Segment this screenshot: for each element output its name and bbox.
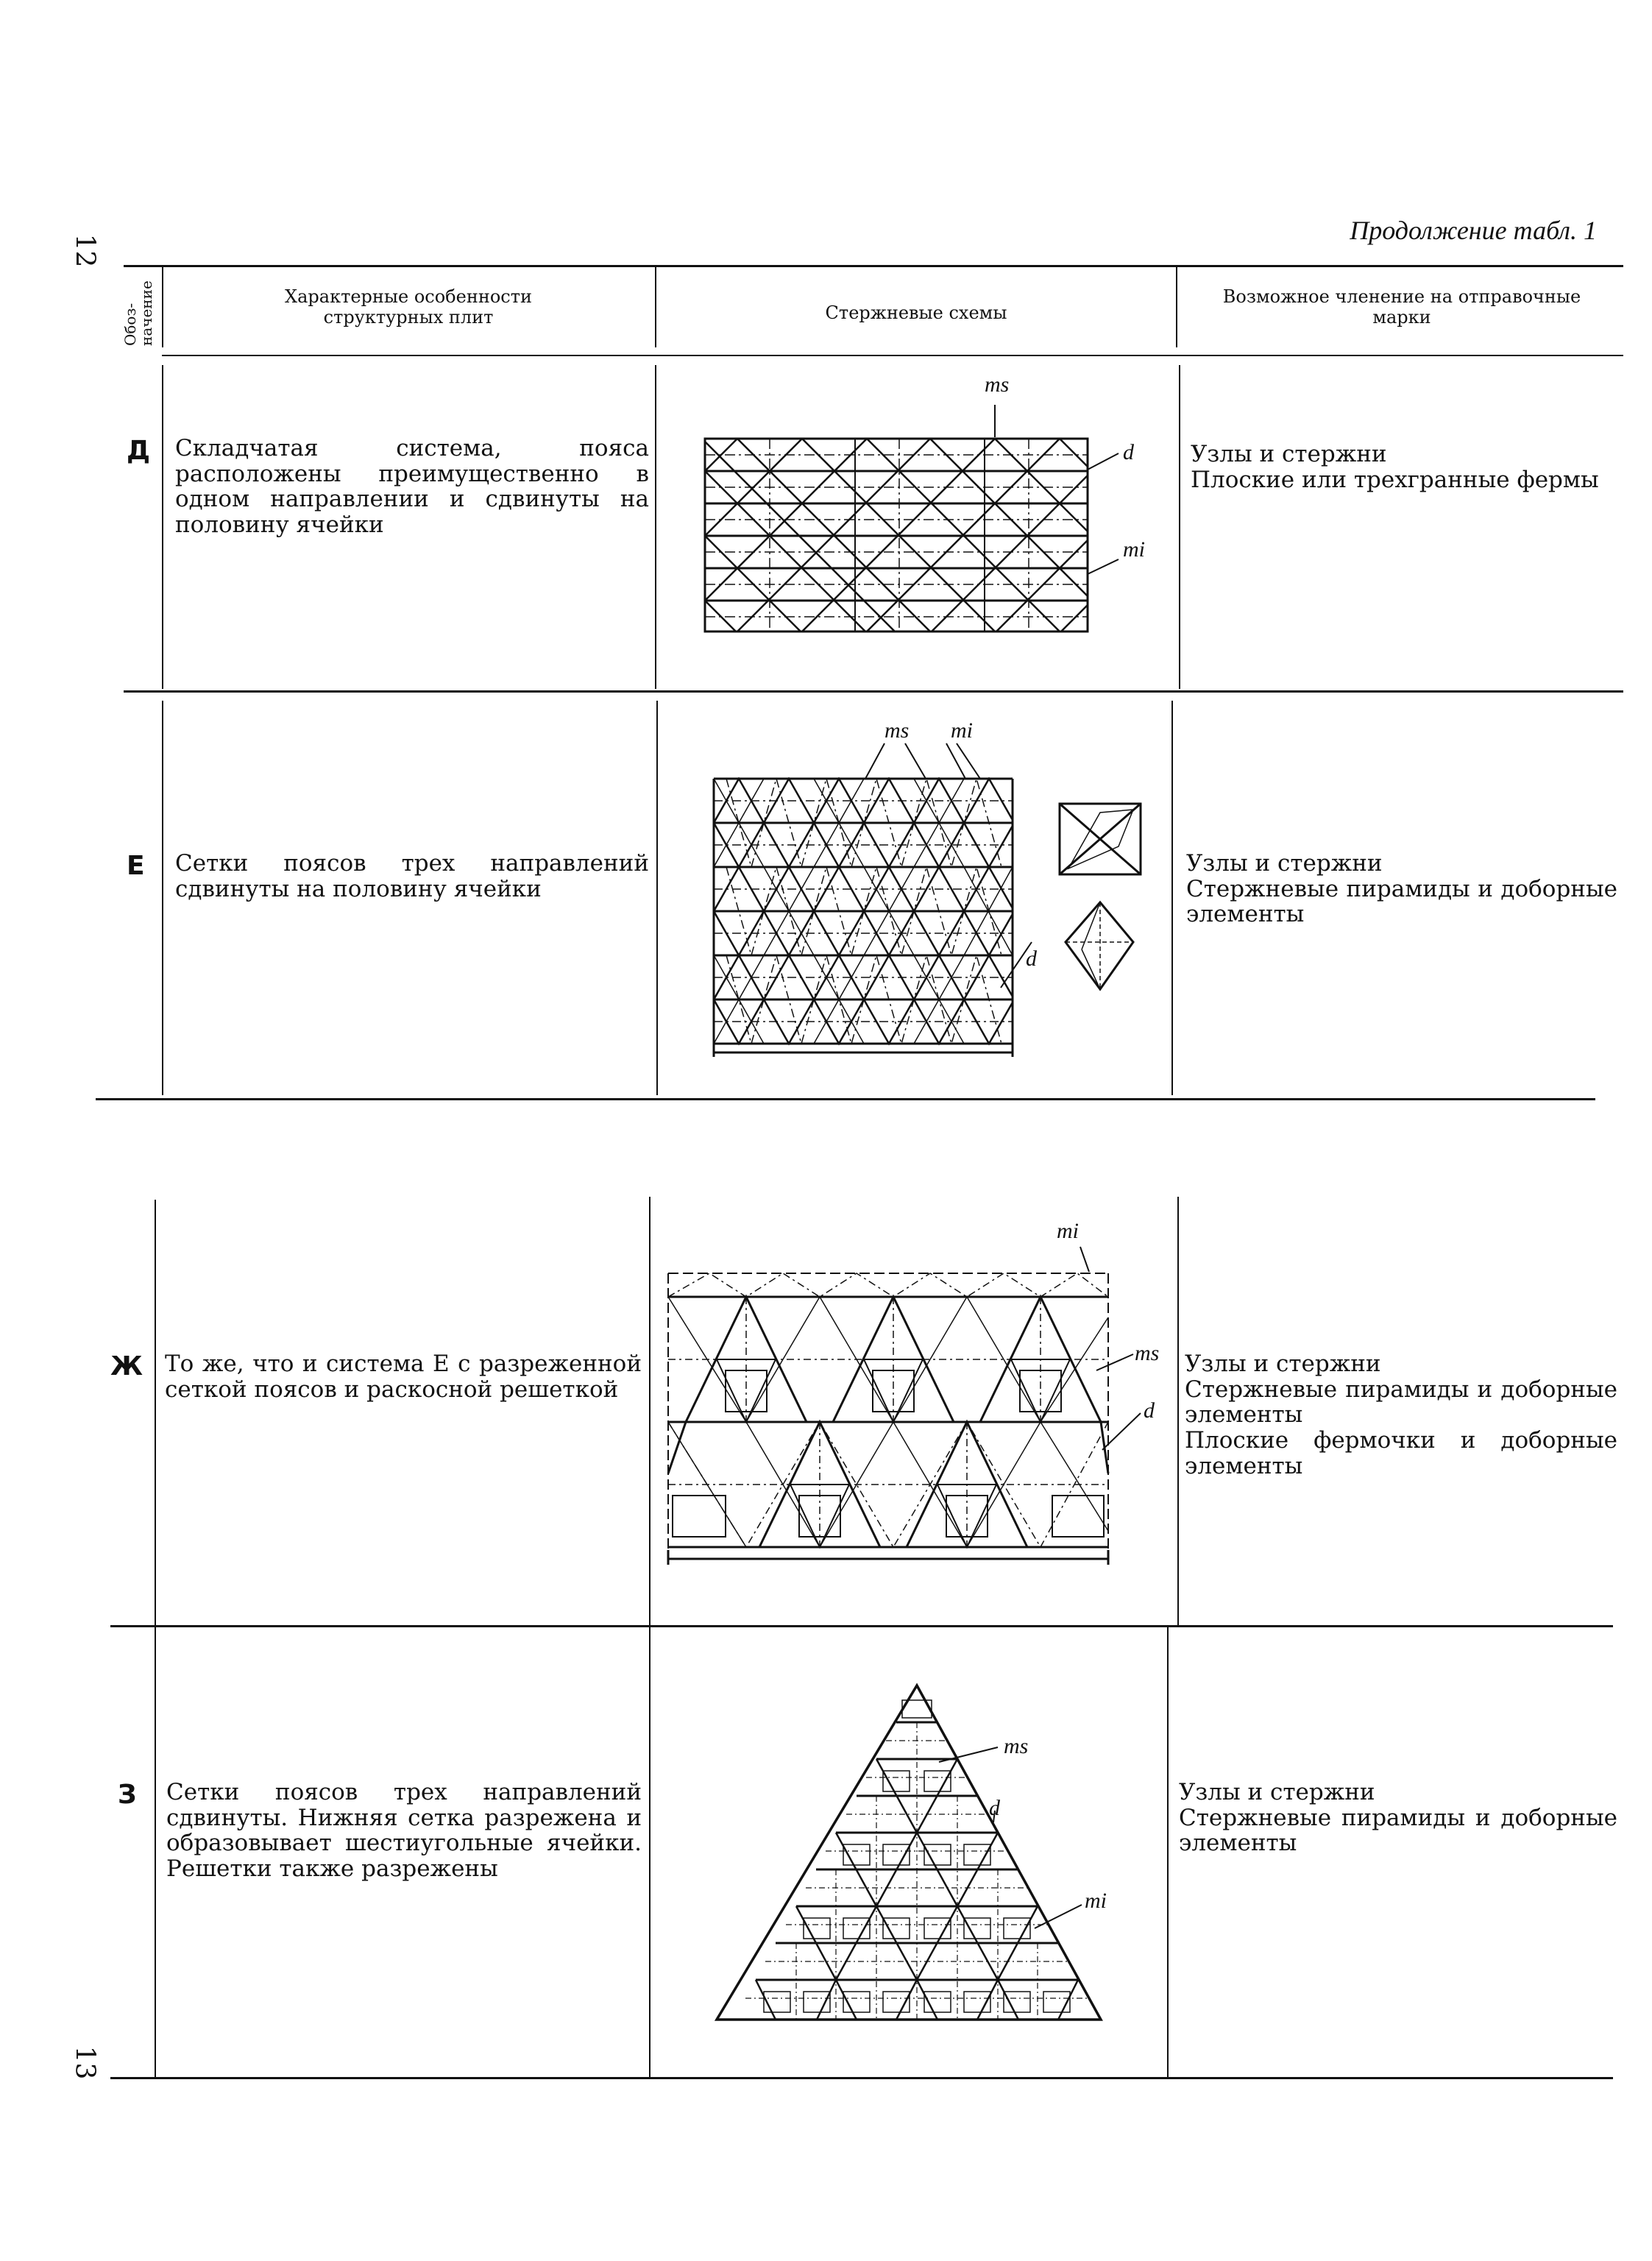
page-number-right: 13 — [69, 2045, 100, 2080]
header-bottom-rule — [162, 355, 1623, 356]
row-divider-1 — [124, 690, 1623, 693]
row4-divider-3 — [1167, 1627, 1169, 2077]
row1-divider-1 — [162, 365, 163, 689]
row-code-zh: Ж — [110, 1351, 143, 1381]
header-divider-2 — [655, 266, 656, 347]
row-parts-zh — [1185, 1351, 1617, 1479]
part-item: Узлы и стержни — [1179, 1779, 1375, 1805]
row2-divider-3 — [1171, 701, 1173, 1095]
header-top-rule — [124, 265, 1623, 267]
part-item: Стержневые пирамиды и доборные элементы — [1186, 875, 1617, 928]
label-d: d — [1026, 946, 1037, 971]
scheme-d — [692, 368, 1163, 648]
label-ms: ms — [985, 372, 1010, 397]
row-divider-3 — [110, 1625, 1613, 1627]
label-ms: ms — [885, 718, 910, 743]
part-item: Плоские фермочки и доборные элементы — [1185, 1427, 1617, 1479]
row-parts-z — [1179, 1780, 1617, 1856]
row-parts-e — [1186, 851, 1617, 927]
row-code-d: Д — [127, 436, 151, 466]
scheme-e — [692, 718, 1163, 1060]
row-parts-d — [1191, 442, 1617, 492]
label-d: d — [1144, 1398, 1155, 1423]
scheme-zh — [655, 1207, 1185, 1619]
row2-divider-1 — [162, 701, 163, 1095]
continuation-title: Продолжение табл. 1 — [1350, 216, 1597, 245]
row-divider-2 — [96, 1098, 1595, 1100]
row-divider-4 — [110, 2077, 1613, 2079]
row-description-d: Складчатая система, пояса расположены преимущественно в одном направлении и сдвинуты на половину ячейки — [175, 435, 649, 539]
part-item: Узлы и стержни — [1191, 441, 1387, 467]
label-d: d — [989, 1796, 1000, 1820]
label-mi: mi — [1057, 1219, 1079, 1243]
header-features: Характерные особенности структурных плит — [285, 286, 532, 328]
row-description-zh: То же, что и система Е с разреженной сеткой поясов и раскосной решеткой — [165, 1351, 642, 1403]
row-code-e: Е — [127, 851, 145, 881]
part-item: Узлы и стержни — [1185, 1351, 1381, 1377]
label-d: d — [1123, 440, 1134, 464]
label-mi: mi — [951, 718, 973, 743]
row-description-e: Сетки поясов трех направлений сдвинуты на половину ячейки — [175, 850, 649, 902]
part-item: Плоские или трехгранные фермы — [1191, 466, 1599, 493]
header-designation: Обоз- начение — [121, 280, 155, 346]
part-item: Стержневые пирамиды и доборные элементы — [1179, 1804, 1617, 1857]
label-ms: ms — [1135, 1341, 1160, 1365]
label-ms: ms — [1004, 1734, 1029, 1758]
row4-divider-2 — [649, 1627, 650, 2077]
part-item: Стержневые пирамиды и доборные элементы — [1185, 1376, 1617, 1429]
header-divider-3 — [1176, 266, 1177, 347]
row1-divider-2 — [655, 365, 656, 689]
label-mi: mi — [1085, 1889, 1107, 1913]
row2-divider-2 — [656, 701, 658, 1095]
row4-divider-1 — [155, 1627, 156, 2077]
row3-divider-1 — [155, 1200, 156, 1625]
page-number-left: 12 — [69, 233, 100, 268]
part-item: Узлы и стержни — [1186, 850, 1383, 877]
label-mi: mi — [1123, 537, 1145, 562]
row-description-z: Сетки поясов трех направлений сдвинуты. Нижняя сетка разрежена и образовывает шестиугольные ячейки. Решетки также разрежены — [166, 1779, 642, 1883]
scheme-z — [692, 1671, 1163, 2039]
header-division: Возможное членение на отправочные марки — [1222, 286, 1581, 328]
row1-divider-3 — [1179, 365, 1180, 689]
row-code-z: З — [118, 1780, 137, 1810]
header-divider-1 — [162, 266, 163, 347]
header-schemes: Стержневые схемы — [825, 302, 1007, 323]
row3-divider-2 — [649, 1197, 650, 1625]
